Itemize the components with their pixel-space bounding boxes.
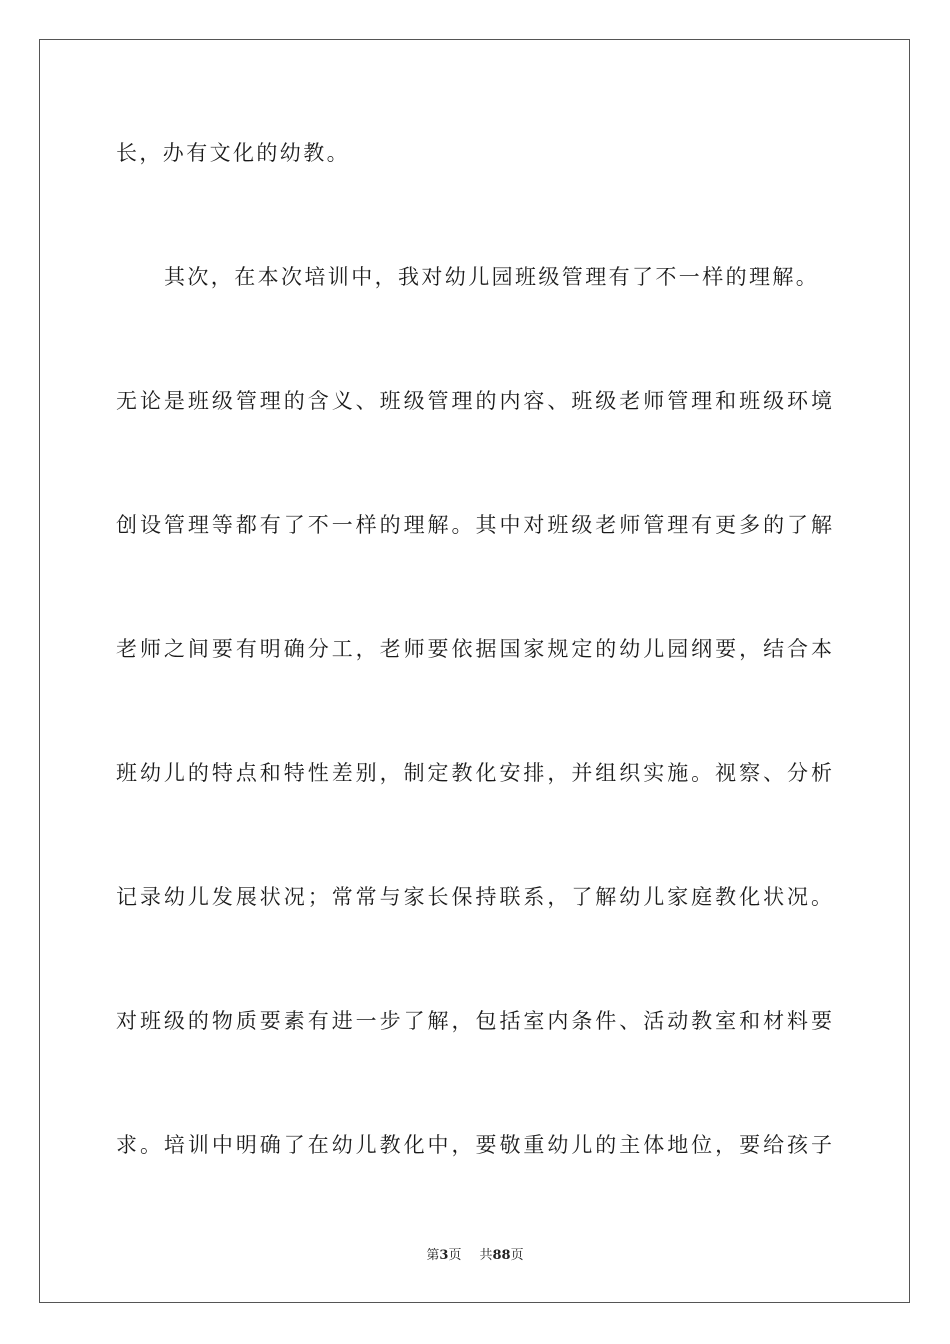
footer-page-number: 3 <box>439 1248 449 1263</box>
page-frame <box>39 39 910 1303</box>
text-line-8: 对班级的物质要素有进一步了解，包括室内条件、活动教室和材料要 <box>116 1009 832 1033</box>
footer-total-prefix: 共 <box>479 1248 493 1263</box>
page-footer <box>0 1248 950 1264</box>
text-line-7: 记录幼儿发展状况；常常与家长保持联系，了解幼儿家庭教化状况。 <box>116 885 832 909</box>
footer-page-prefix: 第 <box>426 1248 440 1263</box>
text-line-1: 长，办有文化的幼教。 <box>116 141 350 165</box>
footer-page-suffix: 页 <box>448 1248 462 1263</box>
text-line-4: 创设管理等都有了不一样的理解。其中对班级老师管理有更多的了解 <box>116 513 832 537</box>
text-line-9: 求。培训中明确了在幼儿教化中，要敬重幼儿的主体地位，要给孩子 <box>116 1133 832 1157</box>
text-line-6: 班幼儿的特点和特性差别，制定教化安排，并组织实施。视察、分析 <box>116 761 832 785</box>
footer-total-suffix: 页 <box>510 1248 524 1263</box>
text-line-5: 老师之间要有明确分工，老师要依据国家规定的幼儿园纲要，结合本 <box>116 637 832 661</box>
text-line-2: 其次，在本次培训中，我对幼儿园班级管理有了不一样的理解。 <box>164 265 820 289</box>
text-line-3: 无论是班级管理的含义、班级管理的内容、班级老师管理和班级环境 <box>116 389 832 413</box>
footer-total-pages: 88 <box>492 1248 511 1263</box>
